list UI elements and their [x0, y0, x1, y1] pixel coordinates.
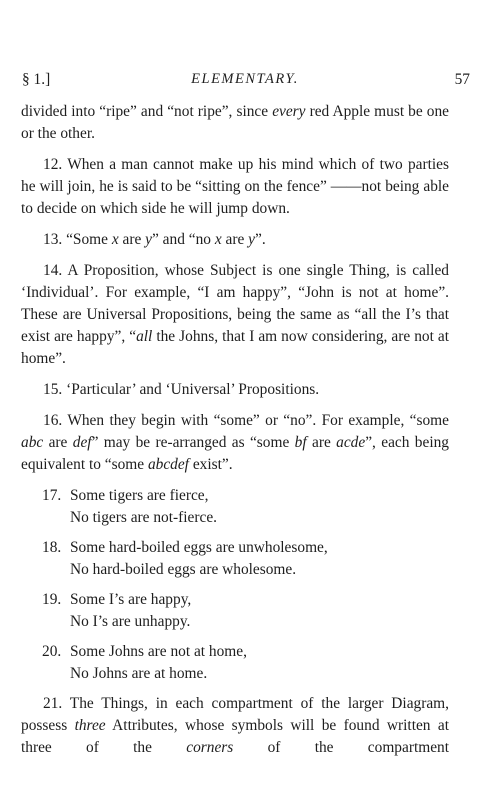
paragraph-12: 12. When a man cannot make up his mind which of two parties he will join, he is said to be “sitting on the fence” ——not being able to decide on which side he will jump down.	[21, 156, 449, 217]
paragraph-13: 13. “Some x are y” and “no x are y”.	[43, 231, 266, 248]
paragraph-continuation: divided into “ripe” and “not ripe”, since every red Apple must be one or the other.	[21, 103, 449, 142]
section-marker: § 1.]	[22, 71, 51, 88]
paragraph-15: 15. ‘Particular’ and ‘Universal’ Propositions.	[43, 381, 320, 398]
answer-17: 17. Some tigers are fierce, No tigers are not-fierce.	[42, 487, 217, 526]
answer-18: 18. Some hard-boiled eggs are unwholesome, No hard-boiled eggs are wholesome.	[42, 539, 328, 578]
page-number: 57	[454, 71, 470, 88]
paragraph-21: 21. The Things, in each compartment of the larger Diagram, possess three Attributes, whose symbols will be found written at three of the corners of the compartment	[21, 695, 449, 756]
answer-20: 20. Some Johns are not at home, No Johns are at home.	[42, 643, 247, 682]
paragraph-16: 16. When they begin with “some” or “no”. For example, “some abc are def” may be re-arranged as “some bf are acde”, each being equivalent to “some abcdef exist”.	[21, 412, 449, 473]
page-body	[21, 101, 449, 768]
running-header	[0, 71, 490, 93]
paragraph-14: 14. A Proposition, whose Subject is one single Thing, is called ‘Individual’. For example, “I am happy”, “John is not at home”. These are Universal Propositions, being the same as “all the I’s that exist are happy”, “all the Johns, that I am now considering, are not at home”.	[21, 262, 449, 367]
running-title: ELEMENTARY.	[191, 71, 299, 87]
answer-19: 19. Some I’s are happy, No I’s are unhappy.	[42, 591, 192, 630]
